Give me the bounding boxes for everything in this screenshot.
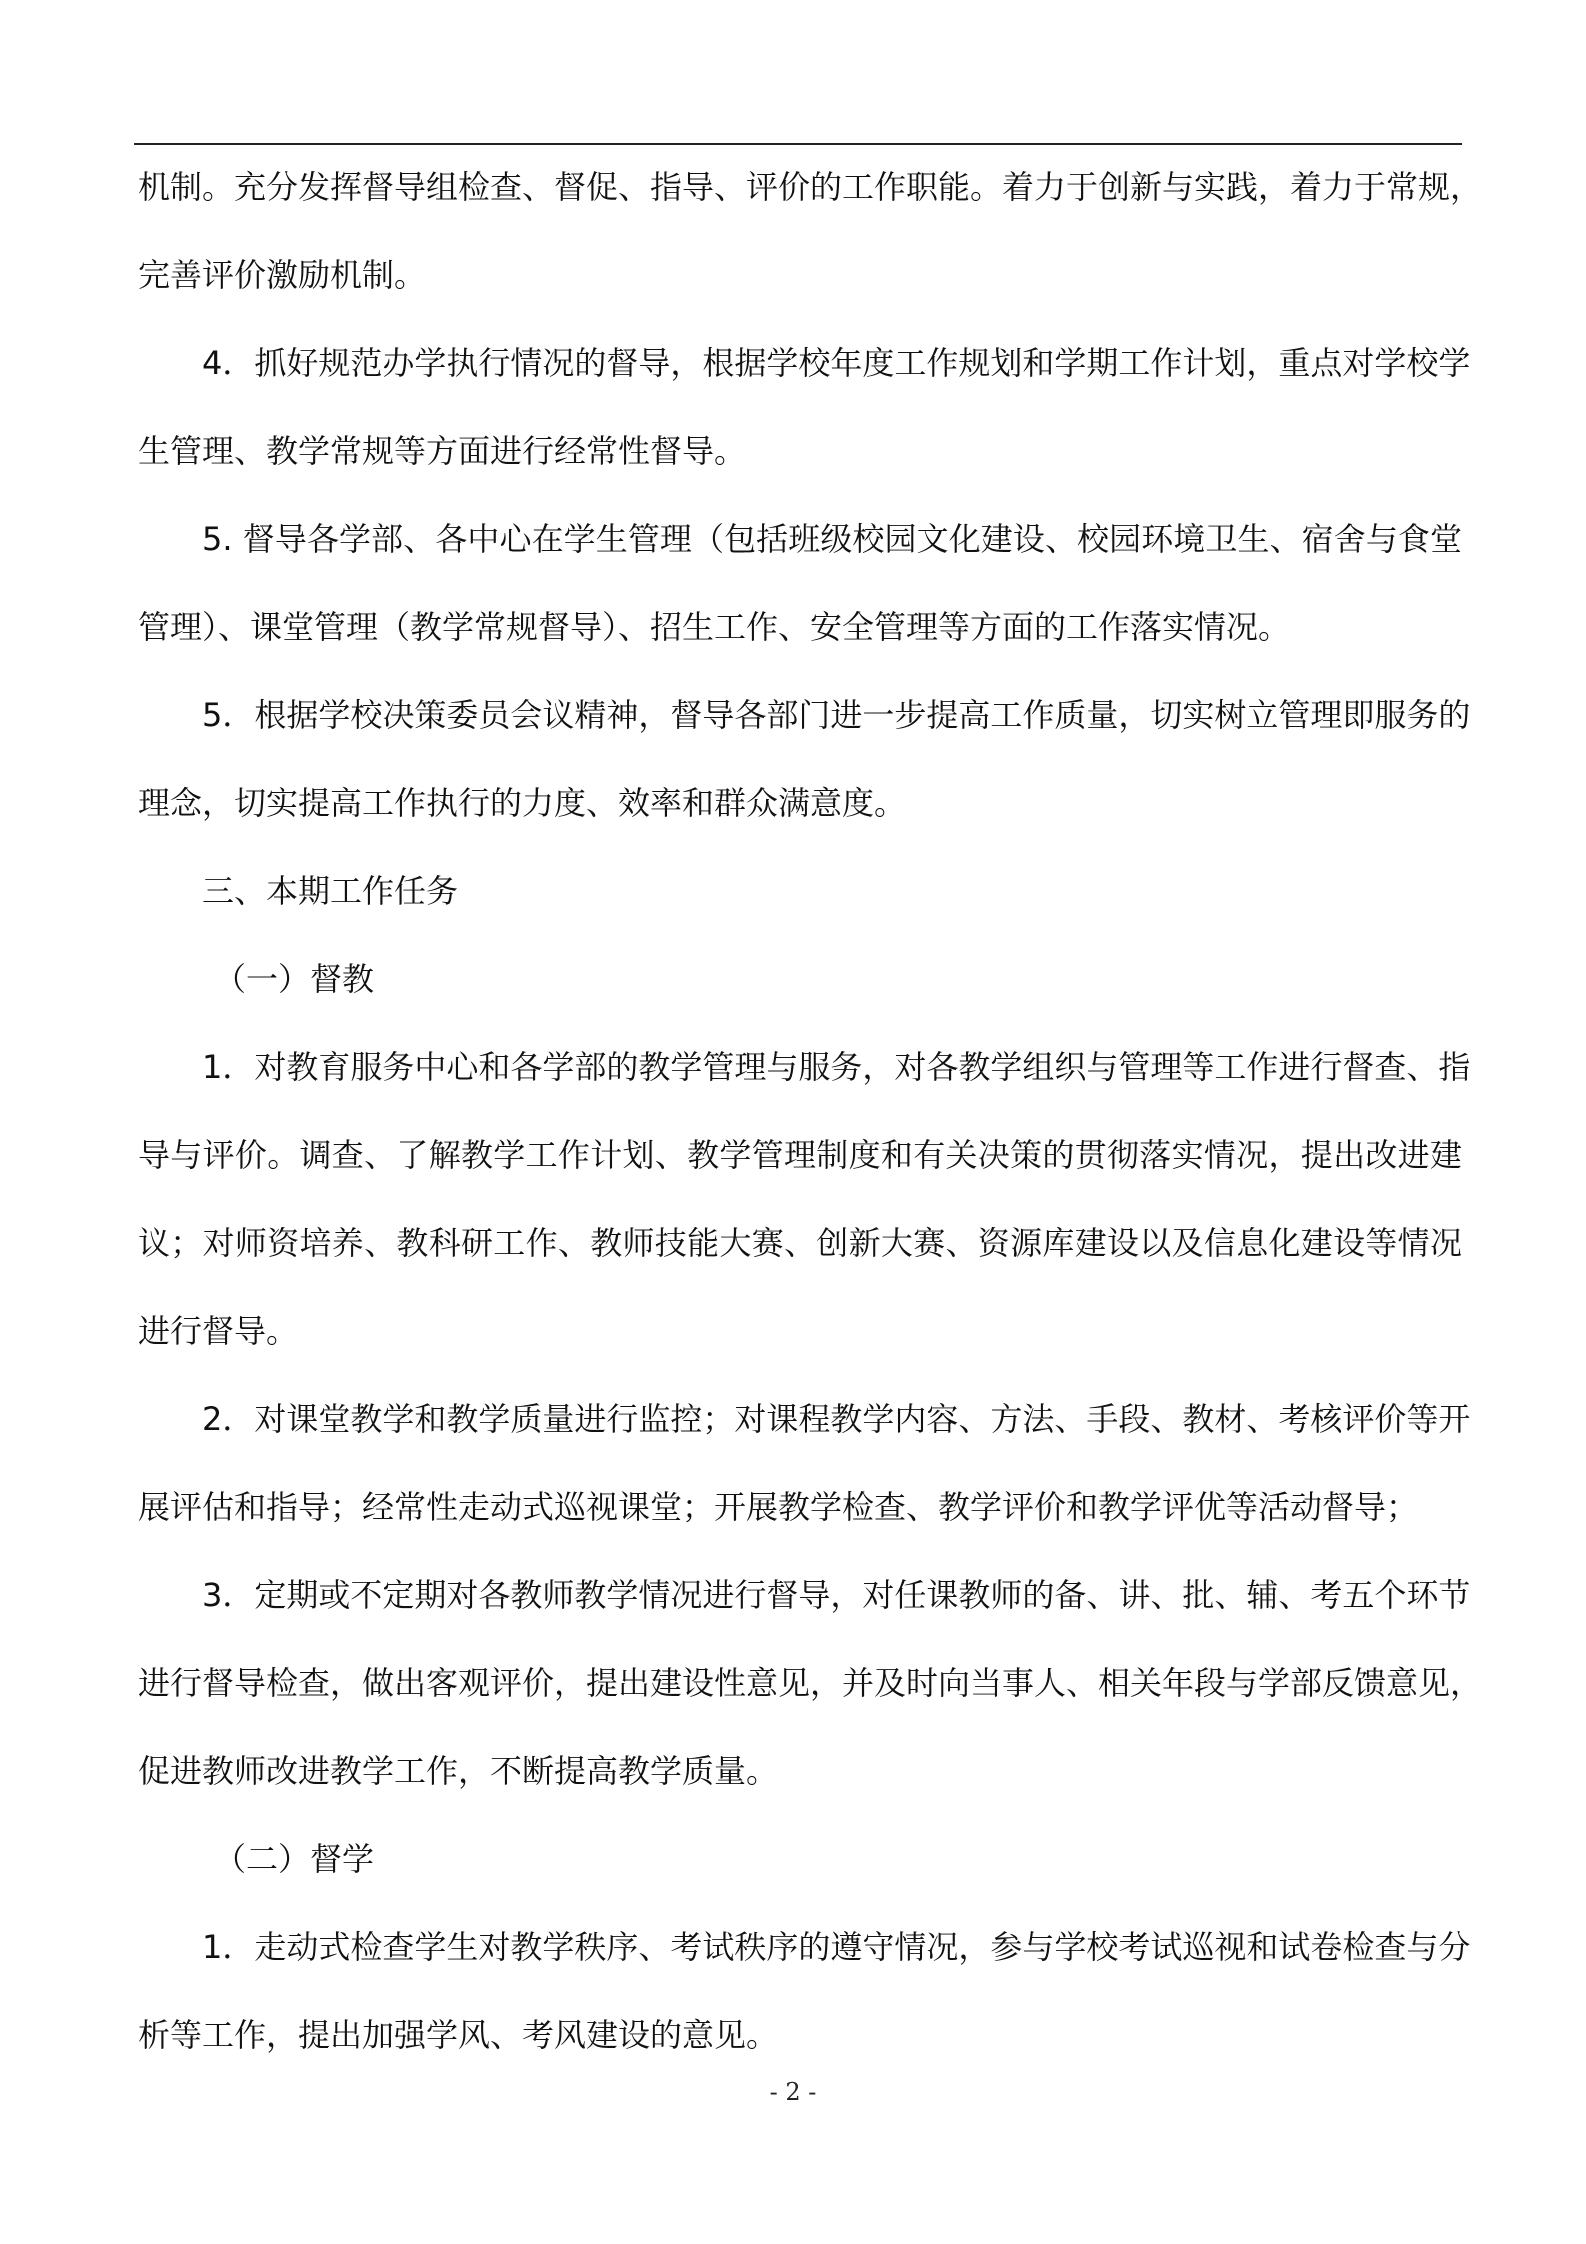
text-line: 导与评价。调查、了解教学工作计划、教学管理制度和有关决策的贯彻落实情况，提出改进建 — [138, 1136, 1462, 1174]
text-line: 管理）、课堂管理（教学常规督导）、招生工作、安全管理等方面的工作落实情况。 — [138, 608, 1291, 646]
text-line: 析等工作，提出加强学风、考风建设的意见。 — [138, 2016, 779, 2054]
section-heading: 三、本期工作任务 — [202, 872, 459, 910]
text-line: 1．走动式检查学生对教学秩序、考试秩序的遵守情况，参与学校考试巡视和试卷检查与分 — [202, 1928, 1471, 1966]
body-text — [138, 158, 1483, 2094]
text-line: 5. 督导各学部、各中心在学生管理（包括班级校园文化建设、校园环境卫生、宿舍与食堂 — [202, 520, 1462, 558]
text-line: 3．定期或不定期对各教师教学情况进行督导，对任课教师的备、讲、批、辅、考五个环节 — [202, 1576, 1471, 1614]
text-line: 机制。充分发挥督导组检查、督促、指导、评价的工作职能。着力于创新与实践，着力于常规， — [138, 168, 1483, 206]
text-line: 议；对师资培养、教科研工作、教师技能大赛、创新大赛、资源库建设以及信息化建设等情况 — [138, 1224, 1462, 1262]
header-rule — [134, 143, 1462, 145]
text-line: 展评估和指导；经常性走动式巡视课堂；开展教学检查、教学评价和教学评优等活动督导； — [138, 1488, 1419, 1526]
text-line: 理念，切实提高工作执行的力度、效率和群众满意度。 — [138, 784, 907, 822]
text-line: 促进教师改进教学工作，不断提高教学质量。 — [138, 1752, 779, 1790]
text-line: 进行督导检查，做出客观评价，提出建设性意见，并及时向当事人、相关年段与学部反馈意见， — [138, 1664, 1483, 1702]
text-line: 完善评价激励机制。 — [138, 256, 427, 294]
text-line: 1．对教育服务中心和各学部的教学管理与服务，对各教学组织与管理等工作进行督查、指 — [202, 1048, 1471, 1086]
text-line: 生管理、教学常规等方面进行经常性督导。 — [138, 432, 747, 470]
text-line: 进行督导。 — [138, 1312, 299, 1350]
text-line: 2．对课堂教学和教学质量进行监控；对课程教学内容、方法、手段、教材、考核评价等开 — [202, 1400, 1471, 1438]
page-number: - 2 - — [769, 2078, 817, 2106]
subsection-heading: （一）督教 — [214, 960, 375, 998]
text-line: 5．根据学校决策委员会议精神，督导各部门进一步提高工作质量，切实树立管理即服务的 — [202, 696, 1471, 734]
text-line: 4．抓好规范办学执行情况的督导，根据学校年度工作规划和学期工作计划，重点对学校学 — [202, 344, 1471, 382]
subsection-heading: （二）督学 — [214, 1840, 375, 1878]
